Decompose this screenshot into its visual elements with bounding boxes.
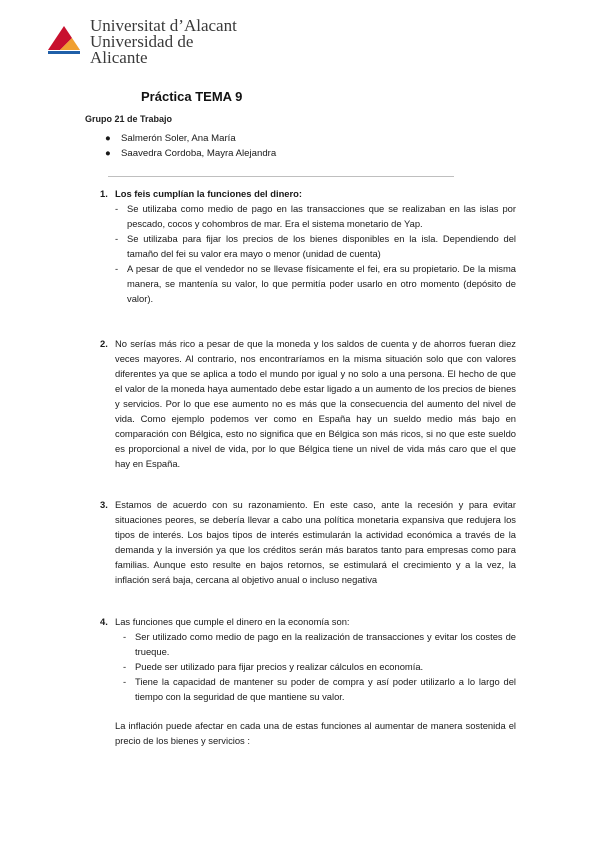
university-logo bbox=[46, 16, 246, 67]
list-item bbox=[123, 674, 516, 704]
member-name: Salmerón Soler, Ana María bbox=[121, 133, 236, 144]
bullet-icon: ● bbox=[105, 148, 111, 159]
bullet-icon: ● bbox=[105, 133, 111, 144]
answer-2 bbox=[100, 336, 516, 471]
answer-text: Estamos de acuerdo con su razonamiento. En este caso, ante la recesión y para evitar situaciones peores, se debería llevar a cabo una política monetaria expansiva que redujera los tipos de interés. Los bajos tipos de interés estimularán la actividad económica a través de la demanda y la inversión ya que los créditos serán más baratos tanto para empresas como para familias. Aunque esto resulte en bajos retornos, se estimulará el crecimiento y a la vez, la inflación será baja, cercana al objetivo anual o incluso negativa bbox=[115, 499, 516, 585]
answer-4 bbox=[100, 614, 516, 748]
list-item bbox=[123, 659, 516, 674]
list-item bbox=[115, 201, 516, 231]
dash-marker: - bbox=[123, 676, 127, 687]
answer-heading: Los feis cumplían la funciones del dinero: bbox=[115, 188, 303, 199]
point-text: Se utilizaba para fijar los precios de los bienes disponibles en la isla. Dependiendo del tamaño del fei su valor era mayo o menor (unidad de cuenta) bbox=[127, 233, 516, 259]
answer-1 bbox=[100, 186, 516, 306]
group-label: Grupo 21 de Trabajo bbox=[85, 114, 173, 124]
point-text: Puede ser utilizado para fijar precios y realizar cálculos en economía. bbox=[135, 661, 424, 672]
member-list bbox=[105, 131, 276, 161]
dash-marker: - bbox=[115, 233, 119, 244]
university-emblem-icon bbox=[46, 22, 82, 56]
member-name: Saavedra Cordoba, Mayra Alejandra bbox=[121, 148, 277, 159]
answer-text: No serías más rico a pesar de que la moneda y los saldos de cuenta y de ahorros fueran diez veces mayores. Al contrario, nos encontraríamos en la misma situación solo que con valores diferentes ya que se aplica a todo el mundo por igual y no solo a una persona. El hecho de que el valor de la moneda haya aumentado debe estar ligado a un aumento de los precios de bienes y servicios. Por lo que ese aumento no es más que la consecuencia del aumento del nivel de vida. Como ejemplo podemos ver como en España hay un sueldo medio más bajo en comparación con Bélgica, esto no significa que en Bélgica son más ricos, si no que este sueldo es proporcional a nivel de vida, por lo que Bélgica tiene un nivel de vida más caro que el que hay en España. bbox=[115, 338, 516, 469]
page-title: Práctica TEMA 9 bbox=[141, 89, 243, 104]
point-text: Se utilizaba como medio de pago en las transacciones que se realizaban en las islas por pescado, cocos y cohombros de mar. Era el sistema monetario de Yap. bbox=[127, 203, 516, 229]
list-item bbox=[105, 146, 276, 161]
answer-points bbox=[115, 201, 516, 306]
university-name bbox=[90, 18, 246, 66]
point-text: Tiene la capacidad de mantener su poder de compra y así poder utilizarlo a lo largo del tiempo con la seguridad de que mantiene su valor. bbox=[135, 676, 516, 702]
answer-number: 2. bbox=[100, 338, 108, 349]
answer-intro: Las funciones que cumple el dinero en la economía son: bbox=[115, 616, 350, 627]
answer-points bbox=[123, 629, 516, 704]
answer-closing: La inflación puede afectar en cada una de estas funciones al aumentar de manera sostenida el precio de los bienes y servicios : bbox=[115, 720, 516, 746]
list-item bbox=[105, 131, 276, 146]
point-text: A pesar de que el vendedor no se llevase físicamente el fei, era su propietario. De la misma manera, se mantenía su valor, lo que permitía poder usarlo en otro momento (depósito de valor). bbox=[127, 263, 516, 304]
dash-marker: - bbox=[115, 263, 119, 274]
list-item bbox=[115, 261, 516, 306]
answer-3 bbox=[100, 497, 516, 587]
list-item bbox=[115, 231, 516, 261]
divider bbox=[108, 176, 454, 177]
answer-number: 1. bbox=[100, 188, 108, 199]
answer-number: 3. bbox=[100, 499, 108, 510]
list-item bbox=[123, 629, 516, 659]
point-text: Ser utilizado como medio de pago en la realización de transacciones y evitar los costes de trueque. bbox=[135, 631, 516, 657]
university-name-spanish: Universidad de Alicante bbox=[90, 32, 194, 67]
dash-marker: - bbox=[123, 631, 127, 642]
university-name-valencian: Universitat d’Alacant bbox=[90, 16, 237, 35]
dash-marker: - bbox=[123, 661, 127, 672]
answer-number: 4. bbox=[100, 616, 108, 627]
dash-marker: - bbox=[115, 203, 119, 214]
